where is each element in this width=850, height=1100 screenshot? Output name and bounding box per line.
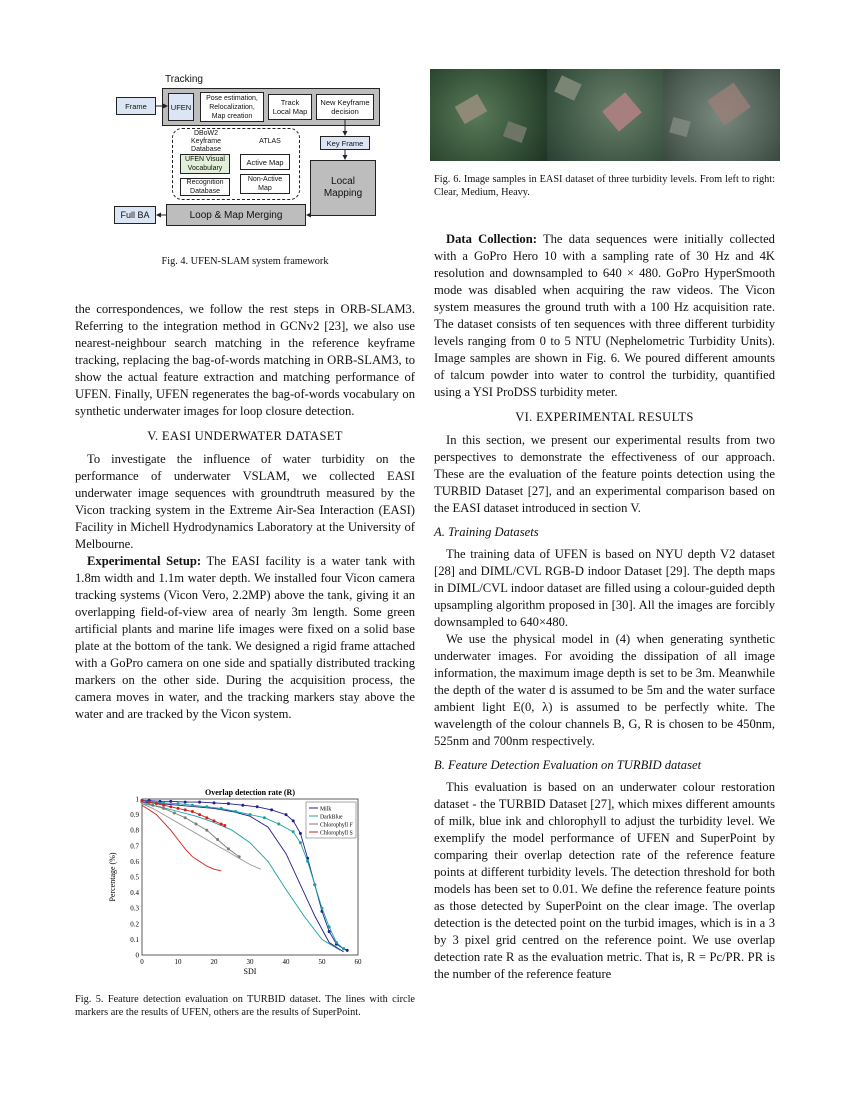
- loop-merge-box: Loop & Map Merging: [166, 204, 306, 226]
- data-point: [155, 802, 158, 805]
- key-frame-box: Key Frame: [320, 136, 370, 150]
- data-point: [198, 801, 201, 804]
- data-point: [169, 800, 172, 803]
- ufen-vocab-box: UFEN Visual Vocabulary: [180, 154, 230, 174]
- right-paragraph-3: The training data of UFEN is based on NYU depth V2 dataset [28] and DIML/CVL RGB-D indoor Dataset [29]. The depth maps in DIML/CVL indoor dataset are filled using a colour-guided depth upsampling algorithm proposed in [30]. All the images are forcibly downsampled to 640×480.: [434, 547, 775, 629]
- dbow-label: DBoW2 Keyframe Database: [191, 130, 221, 153]
- legend-entry: Milk: [320, 806, 332, 813]
- legend-entry: Chlorophyll F: [320, 822, 353, 829]
- right-paragraph-2: In this section, we present our experimental results from two perspectives to demonstrate the effectiveness of our approach. These are the evaluation of the feature points detection using the TURBID Dataset [27], and an experimental comparison based on the EASI dataset introduced in section V.: [434, 433, 775, 515]
- y-tick-label: 0.7: [130, 842, 139, 851]
- left-column: [75, 301, 415, 723]
- chart-title: Overlap detection rate (R): [205, 788, 295, 797]
- data-point: [220, 822, 223, 825]
- x-tick-label: 50: [318, 958, 326, 966]
- x-tick-label: 30: [246, 958, 254, 966]
- data-point: [213, 801, 216, 804]
- right-paragraph-5: This evaluation is based on an underwater colour restoration dataset - the TURBID Dataset [27], which mixes different amounts of milk, blue ink and chlorophyll to adjust the turbidity level. We exemplify the model performance of UFEN and SuperPoint by comparing their overlap detection rate of the reference feature points at different turbidity levels. The detection threshold for both models has been set to 0.01. We define the reference feature points as those detected by SuperPoint on the clear image. The overlap detection is the detected point on the turbid images, which is in a 3 by 3 pixel grid centred on the reference point. We use overlap detection rate R as the evaluation metric. That is, R = Pc/PR. PR is the number of the reference feature: [434, 780, 775, 981]
- legend-entry: DarkBlue: [320, 814, 343, 821]
- data-collection-heading: Data Collection:: [446, 232, 537, 246]
- data-point: [234, 810, 237, 813]
- data-point: [191, 810, 194, 813]
- data-point: [277, 822, 280, 825]
- y-tick-label: 0.2: [130, 920, 139, 929]
- pose-box: Pose estimation, Relocalization, Map creation: [200, 92, 264, 122]
- right-paragraph-1: [434, 231, 775, 401]
- y-tick-label: 0.5: [130, 873, 139, 882]
- data-point: [335, 941, 338, 944]
- experimental-setup-text: The EASI facility is a water tank with 1.8m width and 1.1m water depth. We installed four Vicon camera tracking systems (Vicon Vero, 2.2MP) above the tank, giving it an overlapping field-of-view area of nearly 3m length. Some green artificial plants and marine life images were fixed on a solid base plate at the bottom of the tank. We designed a rigid frame attached with a GoPro camera on one side and spatially distributed tracking markers on the other side. During the acquisition process, the camera moves in water, and the tracking markers stay above the water and are tracked by the Vicon system.: [75, 554, 415, 721]
- data-point: [162, 804, 165, 807]
- left-paragraph-2: To investigate the influence of water turbidity on the performance of underwater VSLAM, we collected EASI underwater image sequences with groundtruth measured by the Vicon tracking system in the Extreme Air-Sea Interaction (EASI) Facility in Michell Hydrodynamics Laboratory at the University of Melbourne.: [75, 452, 415, 551]
- data-point: [249, 813, 252, 816]
- data-point: [177, 802, 180, 805]
- data-point: [270, 808, 273, 811]
- data-collection-text: The data sequences were initially collected with a GoPro Hero 10 with a sampling rate of 30 Hz and 4K resolution and downsampled to 640 × 480. GoPro HyperSmooth mode was disabled when acquiring the raw videos. The Vicon system measures the ground truth with a 100 Hz acquisition rate. The dataset consists of ten sequences with three different turbidity levels ranging from 0 to 5 NTU (Nephelometric Turbidity Units). Image samples are shown in Fig. 6. We poured different amounts of talcum powder into water to control the turbidity, quantified using a YSI ProDSS turbidity meter.: [434, 232, 775, 399]
- data-point: [184, 808, 187, 811]
- data-point: [205, 816, 208, 819]
- data-point: [148, 801, 151, 804]
- new-kf-box: New Keyframe decision: [316, 94, 374, 120]
- data-point: [220, 807, 223, 810]
- photo-medium: [547, 69, 664, 161]
- photo-clear: [430, 69, 547, 161]
- y-tick-label: 0.4: [130, 889, 139, 898]
- full-ba-box: Full BA: [114, 206, 156, 224]
- left-paragraph-1: the correspondences, we follow the rest steps in ORB-SLAM3. Referring to the integration method in GCNv2 [23], we also use nearest-neighbour search matching in the reference keyframe tracking, replacing the bag-of-words matching in ORB-SLAM3, to show the actual feature extraction and matching performance of UFEN. Finally, UFEN regenerates the bag-of-words vocabulary on synthetic underwater images for loop closure detection.: [75, 302, 415, 418]
- section-5-heading: V. EASI UNDERWATER DATASET: [147, 429, 343, 443]
- y-tick-label: 0.8: [130, 826, 139, 835]
- local-mapping-box: Local Mapping: [310, 160, 376, 216]
- y-tick-label: 0.3: [130, 904, 139, 913]
- data-point: [184, 816, 187, 819]
- active-map-box: Active Map: [240, 154, 290, 170]
- data-point: [256, 805, 259, 808]
- y-tick-label: 0.9: [130, 811, 139, 820]
- track-local-box: Track Local Map: [268, 94, 312, 120]
- experimental-setup-heading: Experimental Setup:: [87, 554, 202, 568]
- left-paragraph-3: [75, 553, 415, 723]
- x-axis-label: SDI: [243, 967, 257, 976]
- right-paragraph-4: We use the physical model in (4) when generating synthetic underwater images. For avoiding the dissipation of all image information, the maximum image depth is set to be 3m. Meanwhile the depth of the water d is assumed to be 5m and the water surface ambient light E(0, λ) is assumed to be perfectly white. The wavelength of the colour channels B, G, R is chosen to be 450nm, 525nm and 700nm respectively.: [434, 632, 775, 748]
- data-point: [151, 804, 154, 807]
- x-tick-label: 20: [210, 958, 218, 966]
- x-tick-label: 60: [354, 958, 362, 966]
- y-tick-label: 0: [135, 951, 139, 960]
- x-tick-label: 40: [282, 958, 290, 966]
- fig4-caption: Fig. 4. UFEN-SLAM system framework: [161, 256, 329, 267]
- tracking-label: Tracking: [165, 74, 203, 85]
- fig5-chart: [105, 783, 365, 988]
- data-point: [241, 804, 244, 807]
- fig4-framework: [110, 70, 390, 230]
- ufen-box: UFEN: [168, 93, 194, 121]
- data-point: [198, 813, 201, 816]
- x-tick-label: 10: [174, 958, 182, 966]
- data-point: [227, 802, 230, 805]
- data-point: [313, 883, 316, 886]
- data-point: [342, 947, 345, 950]
- y-tick-label: 0.6: [130, 857, 139, 866]
- frame-box: Frame: [116, 97, 156, 115]
- section-6-heading: VI. EXPERIMENTAL RESULTS: [515, 410, 694, 424]
- data-point: [205, 829, 208, 832]
- data-point: [263, 816, 266, 819]
- recog-db-box: Recognition Database: [180, 178, 230, 196]
- data-point: [173, 812, 176, 815]
- data-point: [227, 847, 230, 850]
- data-point: [216, 838, 219, 841]
- subsection-a-heading: A. Training Datasets: [434, 525, 539, 539]
- x-tick-label: 0: [140, 958, 144, 966]
- data-point: [191, 804, 194, 807]
- fig6-caption: Fig. 6. Image samples in EASI dataset of three turbidity levels. From left to right: Clear, Medium, Heavy.: [434, 174, 775, 198]
- data-point: [299, 841, 302, 844]
- data-point: [162, 807, 165, 810]
- data-point: [213, 819, 216, 822]
- right-column: [434, 231, 775, 983]
- data-point: [328, 925, 331, 928]
- fig5-caption: Fig. 5. Feature detection evaluation on TURBID dataset. The lines with circle markers are the results of UFEN, others are the results of SuperPoint.: [75, 994, 415, 1018]
- data-point: [346, 949, 349, 952]
- fig4-arrows: [110, 70, 390, 230]
- fig6-image-samples: [430, 69, 780, 161]
- data-point: [306, 860, 309, 863]
- non-active-box: Non-Active Map: [240, 174, 290, 194]
- atlas-label: ATLAS: [259, 138, 281, 145]
- data-point: [223, 824, 226, 827]
- data-point: [195, 822, 198, 825]
- data-point: [321, 907, 324, 910]
- data-point: [184, 801, 187, 804]
- data-point: [169, 805, 172, 808]
- data-point: [205, 805, 208, 808]
- data-point: [328, 930, 331, 933]
- data-point: [141, 799, 144, 802]
- data-point: [299, 832, 302, 835]
- y-axis-label: Percentage (%): [108, 852, 117, 902]
- data-point: [285, 813, 288, 816]
- photo-heavy: [663, 69, 780, 161]
- data-point: [292, 819, 295, 822]
- data-point: [177, 807, 180, 810]
- y-tick-label: 0.1: [130, 935, 139, 944]
- data-point: [292, 830, 295, 833]
- legend-entry: Chlorophyll S: [320, 830, 353, 837]
- subsection-b-heading: B. Feature Detection Evaluation on TURBID dataset: [434, 758, 702, 772]
- y-tick-label: 1: [135, 795, 139, 804]
